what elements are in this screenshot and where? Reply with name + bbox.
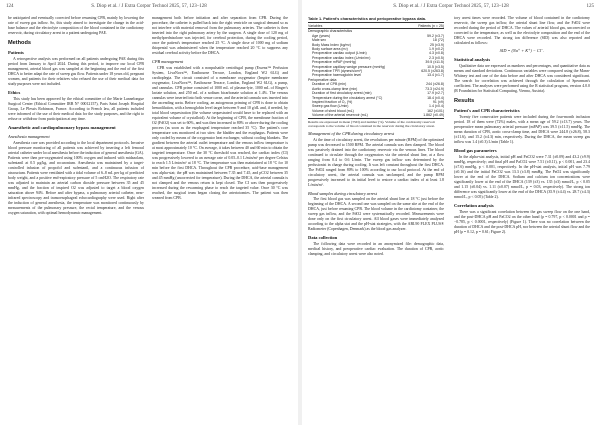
subheading-cpb-management: CPB management	[152, 59, 184, 64]
table-cell-value: 162 (±101)	[427, 108, 444, 113]
table-footnote: Results are expressed in mean (±SD) and number (%). Volume of the cardiotomy reservoir corresponds to the volume of blood contained in the reservoir during the circulatory arrest.	[308, 119, 435, 128]
paragraph: be anticipated and eventually corrected before resuming CPB, mainly by lowering the rate of sweep gas inflow. So, this study aimed to investigate the change in the acid-base balance and the electrolyte composition of the blood contained in the cardiotomy reservoir, during circulatory arrest in a patient undergoing PAE.	[8, 16, 144, 35]
right-column-2	[454, 16, 590, 421]
table-cell-label: Sweep gas flow (L/min)	[312, 104, 349, 109]
table-cell-value: 25 (±3.9)	[430, 42, 444, 47]
table-cell-value: 1.9 (±0.2)	[429, 47, 444, 52]
table-cell-label: Preoperative mPAP (mmHg)	[312, 60, 357, 65]
table-row	[308, 113, 444, 118]
table-cell-label: Preoperative cardiac output (L/min)	[312, 51, 367, 56]
paragraph: Anesthesia care was provided according to the local department protocols. Invasive blood pressure monitoring of all patients was achieved by inserting a left femoral arterial catheter under local anesthesia before the induction of general anesthesia (GA). Patients were then pre-oxygenated using 100% oxygen and induced with midazolam, sufentanil at 0.5 µg/kg, and rocuronium. Anesthesia was maintained by a target-controlled infusion of propofol and sufentanil, and a continuous infusion of atracurium. Patients were ventilated with a tidal volume of 6–8 mL per kg of predicted body weight, and a positive end-expiratory pressure of 5 cmH2O. The respiratory rate was adjusted to maintain an arterial carbon dioxide pressure between 35 and 45 mmHg, and the fraction of inspired O2 was adjusted to target a blood oxygen saturation above 94%. Before and after bypass, a pulmonary arterial catheter, near-infrared spectroscopy and transoesophageal echocardiography were used. Right after the induction of general anesthesia, the temperature was monitored continuously by measurements of the pulmonary pressure, the rectal temperature, and the venous oxygen saturation, with optimal hemodynamic management.	[8, 140, 144, 215]
table-cell-value: 18.4 (±0.4)	[427, 95, 444, 100]
table-body	[308, 29, 444, 118]
paragraph: The first blood gas was sampled on the arterial shunt line at 18 °C just before the beginning of the DHCA. A second one was sampled on the same site at the end of the DHCA, just before resuming CPB. The blood volume in the cardiotomy container, the sweep gas inflow, and the FdO2 were systematically recorded. Measurements were done only on the first circulatory arrest. All blood gases were immediately analyzed according to the alpha stat and the pH-stat strategies, with the ABL90 FLEX PLUS® Radiometer (Copenhagen, Denmark) as the blood gas analyzer.	[308, 197, 444, 232]
left-column-1	[8, 16, 144, 421]
table-cell-value: 13.4 (±1.7)	[427, 73, 444, 78]
table-cell-label: Preoperative haemoglobin level	[312, 73, 362, 78]
subheading-management-of-the-cpb-during-circulatory: Management of the CPB during circulatory arrest	[308, 131, 395, 137]
table-cell-value: 1.4 (±0.4)	[429, 104, 444, 109]
right-column-1	[308, 16, 444, 421]
running-title: S. Diop et al. / J Extra Corpor Technol 2025, 57, 123–128	[91, 4, 207, 9]
table-cell-value: 18 (72)	[432, 38, 444, 43]
table-cell-label: Preoperative capillary wedge pressure (mmHg)	[312, 64, 386, 69]
paragraph: CPB was established with a nonpulsatile centrifugal pump (Essenz™ Perfusion System, LivaNova™, Eastbourne Terrace, London, England W2 6LG) and cardioplegia. The circuit consisted of a membrane oxygenator (Inspire membrane oxygenator, LivaNova™, Eastbourne Terrace, London, England W2 6LG), a pump, and cannulas. CPB prime consisted of 1000 mL of plasma-lyte, 1000 mL of Ringer's lactate solution, and 250 mL of a sodium bicarbonate solution at 1.4%. The venous cannulas were inserted into both venae cavae, and the arterial cannula was inserted into the ascending aorta. Before cooling, an autogenous priming of CPB is done to obtain hemodilution, with a hemoglobin level target between 9 and 10 g/dL and, if needed, by total blood sequestration (the volume sequestrated would have to be replaced with an equivalent volume of crystalloid). At the beginning of CPB, the membrane fraction of O2 (FdO2) was set to 60%, and was then increased to 80% or above during the cooling process (as soon as the esophageal temperature reached 35 °C). The patient's core temperature was monitored at two sites: the bladder and the esophagus. Patients were only cooled by means of the oxygenator heat exchanger, without cooling blankets. The gradient between the arterial outlet temperature and the venous inflow temperature is at most approximately 10 °C. On average, it takes between 40 and 60 min to obtain the targeted temperature. Once the 30 °C threshold was reached, the cardiac index (CI) was progressively lowered to an average rate of 0.05–0.1 L/min/m² per degree Celsius to reach 1.5 L/min/m² at 18 °C. The temperature was then maintained at 18 °C for 10 min before the first DHCA. Throughout the CPB procedure, acid-base management was alpha-stat; the pH was maintained between 7.35 and 7.45, and pCO2 between 35 and 45 mmHg (uncorrected for temperature). During the DHCA, the arterial cannula is not clamped and the venous return is kept closed. The CI was then progressively increased during the rewarming phase to reach the targeted value. Once 30 °C was reached, the surgical team began closing the arteriotomies. The patient was then weaned from CPB.	[152, 65, 288, 200]
patient-characteristics-table	[308, 22, 444, 119]
paragraph: management both before initiation and after separation from CPB. During the procedure, the catheter is pulled back into the right ventricle on surgical demand so as not interfere with material removal from the pulmonary arteries. The catheter is then inserted into the right pulmonary artery by the surgeon. A single dose of 120 mg of methylprednisolone was injected, for cerebral protection, during the cooling period, once the patient's temperature reached 25 °C. A single dose of 1000 mg of sodium thiopental was administered when the temperature reached 20 °C to suppress any residual cerebral activity before the DHCA.	[152, 16, 288, 55]
subsection-heading-patients: Patients	[8, 50, 24, 55]
section-heading-results: Results	[454, 98, 475, 104]
paragraph: At the time of circulatory arrest, the revolutions per minute (RPM) of the optimized pump was decreased to 1500 RPM. The arterial cannula was then clamped. The blood was passively drained into the cardiotomy reservoir via the venous lines. The blood continued to circulate through the oxygenators via the arterial shunt line, at a flow ranging from 0.4 to 0.6 L/min. The sweep gas inflow was determined by the perfusionist in charge during cooling. It was left constant throughout the first DHCA. The FdO2 ranged from 80% to 100% according to our local protocol. At the end of circulatory arrest, the arterial cannula was unclamped, and the pump RPM progressively increased to its initial level to restore a cardiac index of at least 1.8 L/min/m².	[308, 137, 444, 187]
table-cell-value: 620.5 (±263.8)	[421, 69, 444, 74]
subsection-heading-statistical-analysis: Statistical analysis	[454, 57, 491, 62]
subheading-anesthesia-management: Anesthesia management	[8, 134, 50, 139]
paragraph: This study has been approved by the ethical committee of the Marie Lannelongue Surgical Center (Ethical Committee IRB N° 00012157), Paris Saint Joseph Hospital Group, Le Plessis Robinson, France. According to French law, all patients included were informed of the use of their medical data for the study purposes, and the right to refuse or withdraw from participation at any time.	[8, 97, 144, 121]
table-cell-value: 244 (±26.8)	[426, 82, 444, 87]
table-cell-label: Male sex	[312, 38, 327, 43]
table-cell-label: Duration of CPB (min)	[312, 82, 347, 87]
running-title: S. Diop et al. / J Extra Corpor Technol 2025, 57, 123–128	[393, 4, 509, 9]
left-page	[0, 0, 298, 425]
formula: SID = (Na⁺ + K⁺) − Cl⁻.	[499, 48, 545, 53]
table-cell-value: 17.9 (±2.7)	[427, 91, 444, 96]
table-cell-label: Aortic cross-clamp time (min)	[312, 86, 358, 91]
subsection-heading-data-collection: Data collection	[308, 235, 338, 241]
subsection-heading-ethics: Ethics	[8, 90, 21, 95]
table-cell-label: Volume of shed blood (mL)	[312, 108, 354, 113]
subheading-blood-samples-during-circulatory-arrest: Blood samples during circulatory arrest	[308, 190, 377, 196]
table-cell-label: Preoperative cardiac index (L/min/m²)	[312, 55, 371, 60]
table-caption: Table 1. Patient's characteristics and perioperative bypass data.	[308, 16, 427, 21]
table-cell-value: 2.3 (±0.5)	[429, 55, 444, 60]
column-header-patients: Patients (n = 25)	[410, 23, 444, 29]
right-page-header	[308, 4, 594, 14]
table-cell-label: Preoperative TPR (dynes/s/cm⁵)	[312, 69, 363, 74]
left-page-header	[6, 4, 292, 14]
table-cell-value: 73.3 (±24.9)	[425, 86, 444, 91]
paragraph: The following data were recorded in an anonymized file: demographic data, medical history, and preoperative cardiac evaluation. The duration of CPB, aortic clamping, and circulatory arrest were also noted.	[308, 242, 444, 257]
right-column-1-text	[308, 131, 444, 257]
table-cell-label: Demographic characteristics	[308, 29, 353, 34]
subsection-heading-patient-s-and-cpb-characteristics: Patient's and CPB characteristics	[454, 108, 520, 113]
table-cell-value: 59.2 (±3.7)	[427, 33, 444, 38]
paragraph: Qualitative data are expressed as numbers and percentages, and quantitative data as means and standard deviations. Continuous variables were compared using the Mann-Whitney test and one of the data before and after DHCA was considered significant. The search for correlation was achieved through the calculation of Spearman's coefficient. The analyses were performed using the R statistical program, version 4.0.0 (R Foundation for Statistical Computing, Vienna, Austria).	[454, 64, 590, 93]
table-cell-value: 1.862 (±0.49)	[410, 113, 444, 118]
page-number: 124	[6, 4, 14, 9]
paragraph: In the alpha-stat analysis, initial pH and PaCO2 were 7.31 (±0.09) and 43.2 (±9.9) mmHg, respectively; and final pH and PaCO2 were 7.51 (±0.11), p < 0.001, and 23.4 (±7.6) mmHg, p < 0.001, respectively. In the pH-stat analysis, initial pH was 7.79 (±0.16) and the initial PaCO2 was 13.3 (±3.8) mmHg. The PaO2 was significantly lower at the end of the DHCA. Sodium and calcium ion concentrations were significantly lower at the end of the DHCA (139 (±3) vs. 135 (±3) mmol/L, p < 0.05 and 1.15 (±0.04) vs. 1.11 (±0.07) mmol/L, p = 0.03, respectively). The strong ion difference was significantly lower at the end of the DHCA (35.9 (±4.4) vs. 28.7 (±4.3) mmol/L, p < 0.05) (Table 2).	[454, 155, 590, 199]
table-cell-label: Duration of first circulatory arrest (min)	[312, 91, 372, 96]
left-column-2	[152, 16, 288, 421]
table-cell-value: 4.3 (±0.8)	[429, 51, 444, 56]
section-heading-methods: Methods	[8, 40, 31, 46]
paragraph: A retrospective analysis was performed on all patients undergoing PAE during this period from January to April 2024. During this period, to improve our local CPB management, arterial blood gas was sampled at the beginning and the end of the first DHCA to better adapt the rate of sweep gas flow. Patients under 18 years old, pregnant women, and patients for their relatives who refused the use of their medical data for study purposes were not included.	[8, 57, 144, 86]
column-header-variables: Variables	[308, 23, 410, 29]
subsection-heading-correlation-analysis: Correlation analysis	[454, 203, 494, 208]
table-cell-label: Age (years)	[312, 33, 331, 38]
table-cell-label: Inspired fraction of O₂ (%)	[312, 99, 353, 104]
subsection-heading-anaesthetic-and-cardiopulmonary-bypass-m: Anaesthetic and cardiopulmonary bypass management	[8, 125, 116, 130]
table-cell-value: 10.5 (±3.5)	[427, 64, 444, 69]
page-number: 125	[586, 4, 594, 9]
paragraph: Twenty five consecutive patients were included during the four-month inclusion period. 18 of them were (72%) males, with a mean age of 59.2 (±13.7) years. The preoperative mean pulmonary arterial pressure (mPAP) was 39.5 (±11.5) mmHg. The mean duration of CPB, aortic cross-clamp time, and DHCA were 244.8 (±26.8), 58.3 (±11.6), and 15.2 (±4.3) min, respectively. During the DHCA, the mean sweep gas inflow was 1.4 (±0.3) L/min (Table 1).	[454, 115, 590, 144]
table-cell-label: Body Mass Index (kg/m²)	[312, 42, 351, 47]
paragraph: tory arrest times were recorded. The volume of blood contained in the cardiotomy reservoir, the sweep gas inflow, the arterial shunt line flow, and the FdO2 were recorded during the period of DHCA. The values of arterial blood gas, uncorrected or corrected to the temperature, as well as the electrolyte composition and the end of the DHCA were recorded. The strong ion difference (SID) was also reported and calculated as follows:	[454, 16, 590, 45]
table-cell-label: Body surface area (m²)	[312, 47, 348, 52]
table-cell-label: Volume of the arterial reservoir (mL)	[308, 113, 410, 118]
subsection-heading-blood-gas-parameters: Blood gas parameters	[454, 148, 497, 153]
right-page	[302, 0, 600, 425]
table-cell-label: Perioperative data	[308, 77, 337, 82]
table-cell-label: Temperature during the circulatory arrest (°C)	[312, 95, 383, 100]
paragraph: There was a significant correlation between the gas sweep flow on the one hand, and the post-DHCA pH and PaCO2 on the other hand (ρ = 0.797, p < 0.0001 and ρ = −0.785, p < 0.0001, respectively) (Figure 1). There was no correlation between the duration of DHCA and the post-DHCA pH, nor between the arterial shunt flow and the pH (ρ = 0.12, p = 0.61; Figure 2).	[454, 210, 590, 234]
table-cell-value: 91 (±9)	[432, 99, 444, 104]
table-cell-value: 39.5 (±11.5)	[425, 60, 444, 65]
